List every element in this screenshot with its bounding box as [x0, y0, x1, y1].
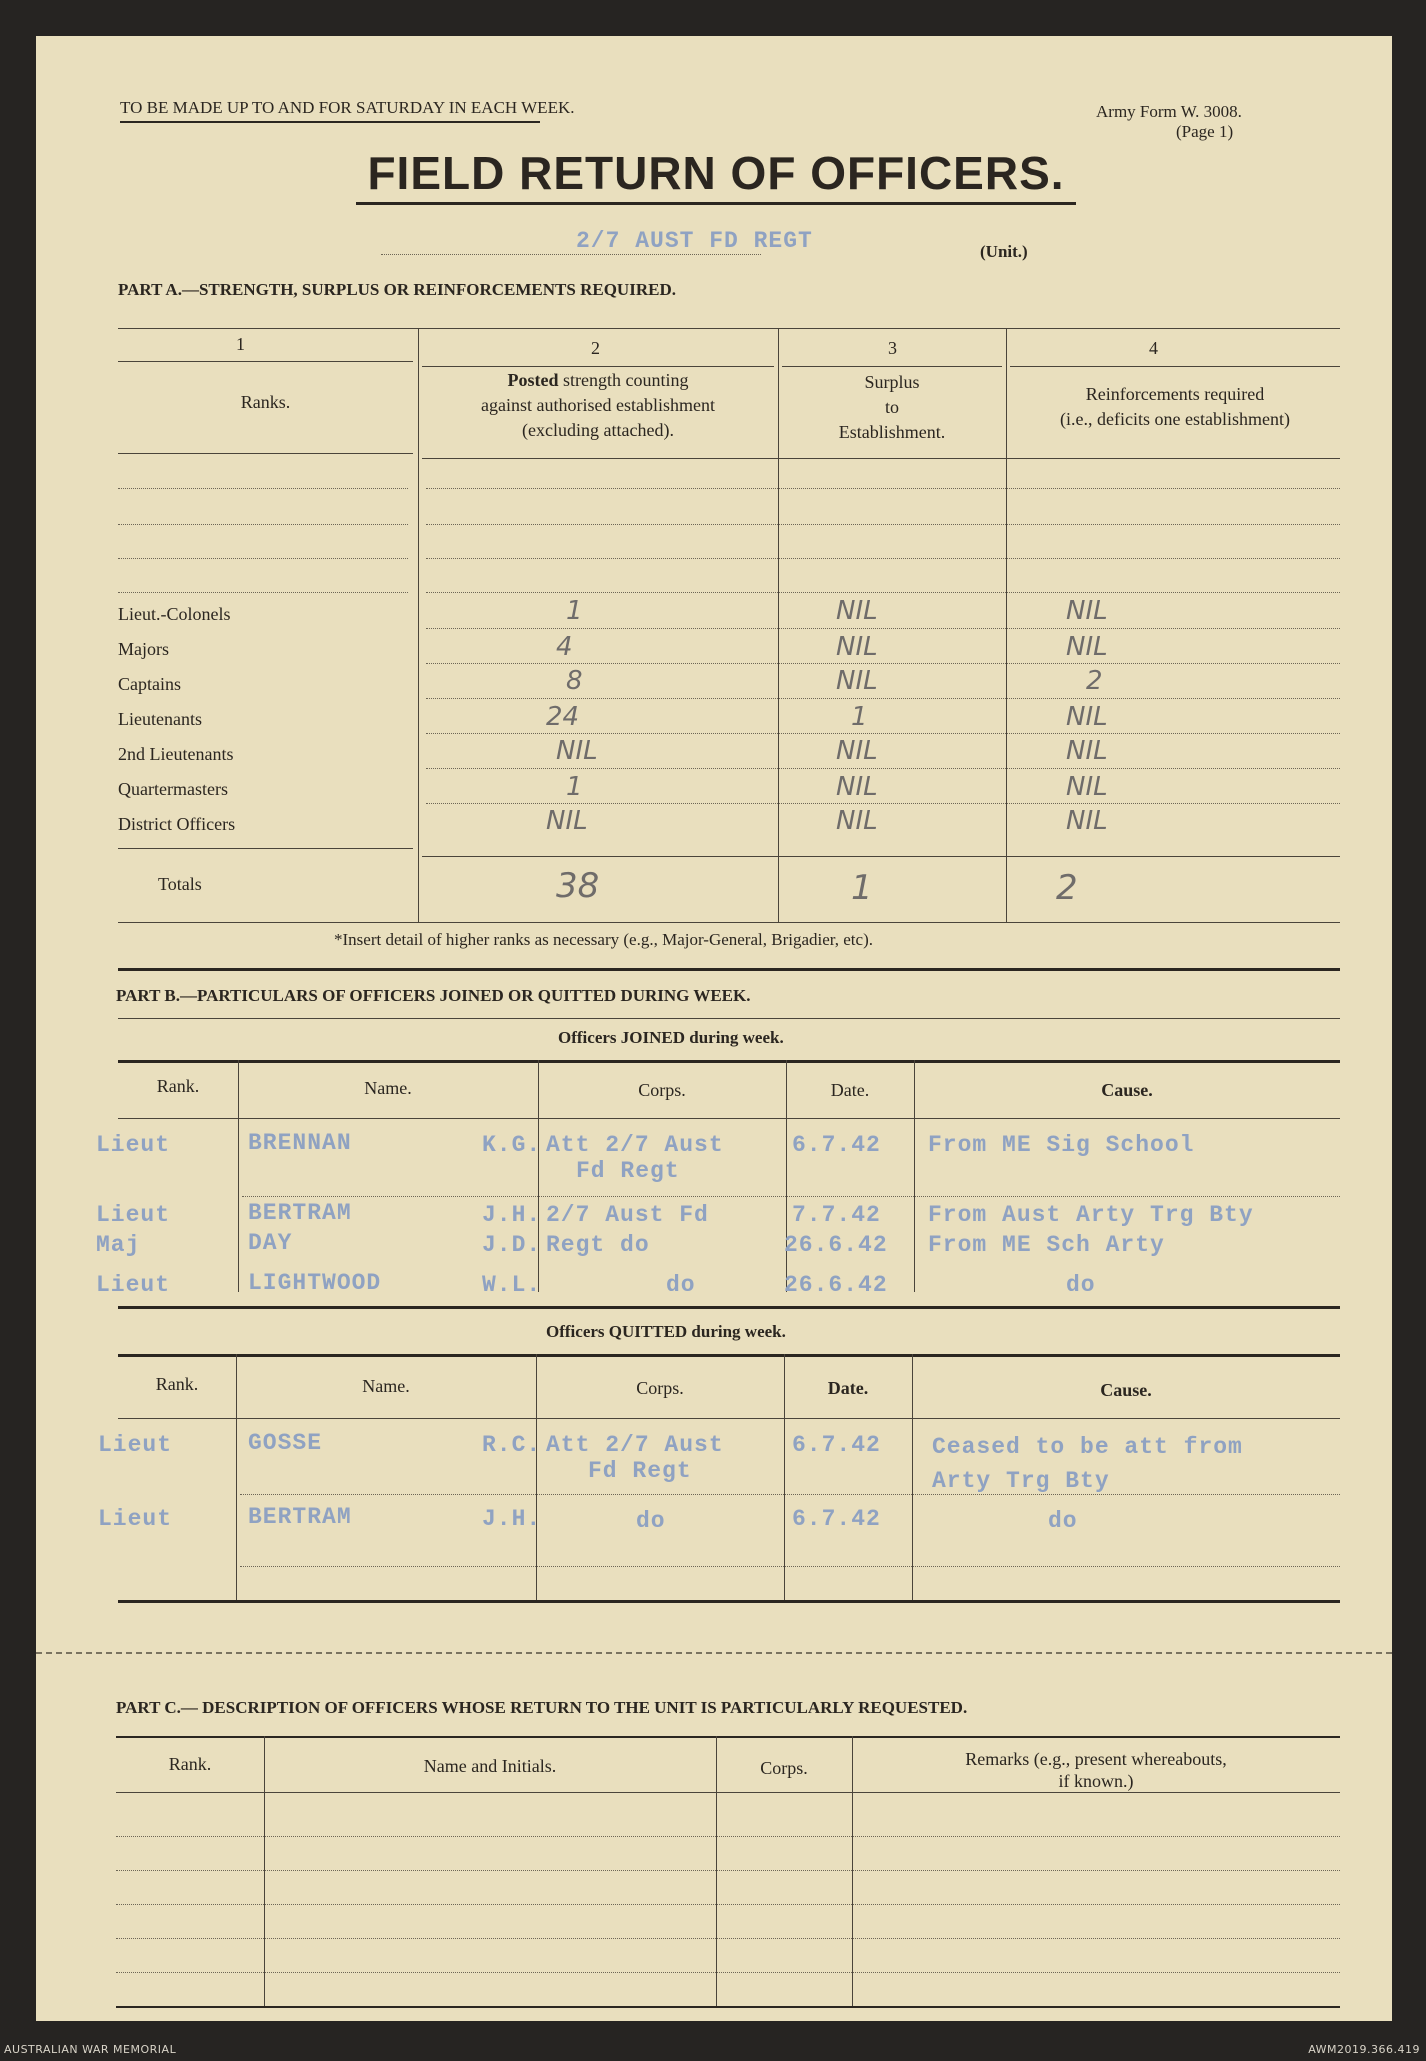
posted-value: NIL	[556, 736, 598, 766]
part-c-remarks-line2: if known.)	[1058, 1771, 1134, 1791]
quitted-corps: Att 2/7 Aust	[546, 1432, 724, 1458]
joined-initials: J.D.	[482, 1232, 542, 1258]
quitted-col-cause: Cause.	[1100, 1380, 1152, 1400]
row-rule	[426, 768, 1340, 769]
quitted-rank: Lieut	[98, 1506, 173, 1532]
blank-row	[118, 524, 408, 525]
joined-name: BERTRAM	[248, 1200, 352, 1226]
credit-left: AUSTRALIAN WAR MEMORIAL	[4, 2043, 177, 2056]
blank-row	[116, 1972, 1340, 1973]
row-rule	[426, 733, 1340, 734]
col-reinf-line2: (i.e., deficits one establishment)	[1060, 409, 1290, 429]
col-reinf-header	[1010, 382, 1340, 432]
posted-value: 8	[566, 666, 583, 696]
rank-label: Quartermasters	[118, 779, 228, 799]
joined-initials: K.G.	[482, 1132, 542, 1158]
blank-row	[118, 488, 408, 489]
quitted-rank: Lieut	[98, 1432, 173, 1458]
quitted-date: 6.7.42	[792, 1506, 881, 1532]
unit-dotted-line	[381, 254, 761, 255]
part-a-divider-1	[418, 328, 419, 922]
quitted-col-name: Name.	[362, 1376, 410, 1396]
rule	[118, 848, 413, 849]
joined-cause: From Aust Arty Trg Bty	[928, 1202, 1254, 1228]
reinf-value: NIL	[1066, 736, 1108, 766]
col-reinf-line1: Reinforcements required	[1085, 384, 1265, 404]
quitted-name: GOSSE	[248, 1430, 323, 1456]
col-number-2: 2	[591, 338, 600, 358]
blank-row	[116, 1870, 1340, 1871]
part-c-col-rank: Rank.	[168, 1754, 212, 1774]
row-rule	[240, 1494, 1340, 1495]
joined-date: 6.7.42	[792, 1132, 881, 1158]
form-page	[36, 36, 1392, 2021]
quitted-cause-line2: Arty Trg Bty	[932, 1468, 1110, 1494]
posted-value: 24	[546, 702, 580, 732]
rank-label: 2nd Lieutenants	[118, 744, 234, 764]
unit-label: (Unit.)	[980, 242, 1028, 261]
surplus-value: NIL	[836, 632, 878, 662]
joined-name: LIGHTWOOD	[248, 1270, 382, 1296]
quitted-cause: Ceased to be att from	[932, 1434, 1243, 1460]
quitted-col-rank: Rank.	[155, 1374, 199, 1394]
joined-date: 7.7.42	[792, 1202, 881, 1228]
row-rule	[426, 628, 1340, 629]
rule	[422, 856, 1340, 857]
joined-col-name: Name.	[364, 1078, 412, 1098]
quitted-initials: J.H.	[482, 1506, 542, 1532]
col-posted-bold: Posted	[507, 370, 559, 390]
joined-rank: Lieut	[96, 1272, 171, 1298]
blank-row	[426, 488, 1340, 489]
joined-corps: Regt do	[546, 1232, 650, 1258]
joined-date: 26.6.42	[784, 1232, 888, 1258]
joined-corps: Att 2/7 Aust	[546, 1132, 724, 1158]
surplus-value: 1	[851, 702, 868, 732]
rule	[116, 1736, 1340, 1738]
blank-row	[118, 592, 408, 593]
col-surplus-line2: to	[884, 397, 899, 417]
rule	[116, 1792, 1340, 1793]
joined-date: 26.6.42	[784, 1272, 888, 1298]
rank-label: Majors	[118, 639, 169, 659]
quitted-initials: R.C.	[482, 1432, 542, 1458]
surplus-value: NIL	[836, 596, 878, 626]
rule	[422, 458, 1340, 459]
quitted-heading: Officers QUITTED during week.	[546, 1322, 786, 1341]
part-b-heading: PART B.—PARTICULARS OF OFFICERS JOINED OR QUITTED DURING WEEK.	[116, 986, 751, 1005]
rank-label: Lieut.-Colonels	[118, 604, 231, 624]
form-number: Army Form W. 3008.	[1096, 102, 1242, 121]
quitted-corps-line2: Fd Regt	[588, 1458, 692, 1484]
blank-row	[426, 524, 1340, 525]
instruction-text: TO BE MADE UP TO AND FOR SATURDAY IN EACH WEEK.	[120, 98, 575, 117]
row-rule	[426, 803, 1340, 804]
col-posted-header	[422, 368, 774, 443]
part-a-divider-2	[778, 328, 779, 922]
joined-cause: From ME Sig School	[928, 1132, 1195, 1158]
joined-corps: 2/7 Aust Fd	[546, 1202, 709, 1228]
joined-cause: do	[1066, 1272, 1096, 1298]
blank-row	[426, 558, 1340, 559]
posted-value: 1	[566, 772, 583, 802]
rank-label: Captains	[118, 674, 181, 694]
part-a-bottom-rule	[118, 968, 1340, 971]
total-reinf: 2	[1056, 868, 1078, 908]
rule	[118, 1060, 1340, 1063]
joined-col-date: Date.	[830, 1080, 870, 1100]
quitted-date: 6.7.42	[792, 1432, 881, 1458]
part-c-col-corps: Corps.	[760, 1758, 808, 1778]
rank-label: Lieutenants	[118, 709, 202, 729]
quitted-cause: do	[1048, 1508, 1078, 1534]
blank-row	[116, 1938, 1340, 1939]
rule	[118, 922, 1340, 923]
joined-corps: do	[666, 1272, 696, 1298]
surplus-value: NIL	[836, 806, 878, 836]
part-c-col-name: Name and Initials.	[423, 1756, 557, 1776]
reinf-value: NIL	[1066, 632, 1108, 662]
joined-rank: Lieut	[96, 1132, 171, 1158]
rule	[118, 1418, 1340, 1419]
page-number: (Page 1)	[1176, 122, 1234, 141]
quitted-col-date: Date.	[827, 1378, 869, 1398]
tear-line	[36, 1652, 1392, 1654]
rule	[422, 366, 774, 367]
joined-col-cause: Cause.	[1101, 1080, 1153, 1100]
unit-value: 2/7 AUST FD REGT	[576, 228, 813, 254]
total-surplus: 1	[851, 868, 873, 908]
reinf-value: NIL	[1066, 702, 1108, 732]
reinf-value: 2	[1086, 666, 1103, 696]
col-ranks-header: Ranks.	[240, 392, 291, 412]
row-rule	[426, 698, 1340, 699]
col-number-1: 1	[236, 334, 245, 354]
col-surplus-line3: Establishment.	[838, 422, 946, 442]
col-posted-rest: strength counting	[563, 370, 689, 390]
row-rule	[426, 663, 1340, 664]
rule	[118, 1018, 1340, 1019]
footnote: *Insert detail of higher ranks as necessary (e.g., Major-General, Brigadier, etc).	[334, 930, 873, 949]
blank-row	[426, 592, 1340, 593]
rule	[118, 1354, 1340, 1357]
quitted-corps: do	[636, 1508, 666, 1534]
quitted-col-corps: Corps.	[636, 1378, 684, 1398]
part-c-remarks-line1: Remarks (e.g., present whereabouts,	[965, 1749, 1227, 1769]
joined-initials: W.L.	[482, 1272, 542, 1298]
quitted-name: BERTRAM	[248, 1504, 352, 1530]
total-posted: 38	[556, 866, 600, 906]
row-rule	[242, 1196, 1340, 1197]
posted-value: 4	[556, 632, 573, 662]
part-a-heading: PART A.—STRENGTH, SURPLUS OR REINFORCEMENTS REQUIRED.	[118, 280, 676, 299]
rule	[118, 453, 413, 454]
joined-rank: Maj	[96, 1232, 141, 1258]
col-number-3: 3	[888, 338, 897, 358]
blank-row	[118, 558, 408, 559]
surplus-value: NIL	[836, 666, 878, 696]
rank-label: District Officers	[118, 814, 236, 834]
surplus-value: NIL	[836, 736, 878, 766]
rule	[1010, 366, 1340, 367]
credit-right: AWM2019.366.419	[1308, 2043, 1420, 2056]
joined-col-rank: Rank.	[156, 1076, 200, 1096]
part-a-divider-3	[1006, 328, 1007, 922]
joined-name: BRENNAN	[248, 1130, 352, 1156]
rule	[118, 361, 413, 362]
joined-initials: J.H.	[482, 1202, 542, 1228]
col-surplus-header	[782, 370, 1002, 445]
page-title: FIELD RETURN OF OFFICERS.	[356, 146, 1076, 205]
reinf-value: NIL	[1066, 806, 1108, 836]
instruction-underline	[120, 121, 540, 123]
part-c-heading: PART C.— DESCRIPTION OF OFFICERS WHOSE RETURN TO THE UNIT IS PARTICULARLY REQUESTED.	[116, 1698, 968, 1717]
rule	[782, 366, 1002, 367]
col-number-4: 4	[1149, 338, 1158, 358]
col-surplus-line1: Surplus	[864, 372, 920, 392]
blank-row	[116, 1904, 1340, 1905]
part-c-col-remarks	[852, 1748, 1340, 1792]
joined-name: DAY	[248, 1230, 293, 1256]
rule	[118, 1118, 1340, 1119]
joined-heading: Officers JOINED during week.	[558, 1028, 784, 1047]
row-rule	[240, 1566, 1340, 1567]
rule	[118, 1600, 1340, 1603]
surplus-value: NIL	[836, 772, 878, 802]
joined-corps-line2: Fd Regt	[576, 1158, 680, 1184]
joined-rank: Lieut	[96, 1202, 171, 1228]
col-posted-line3: (excluding attached).	[522, 420, 674, 440]
posted-value: NIL	[546, 806, 588, 836]
posted-value: 1	[566, 596, 583, 626]
blank-row	[116, 1836, 1340, 1837]
joined-cause: From ME Sch Arty	[928, 1232, 1165, 1258]
part-a-top-rule	[118, 328, 1340, 329]
rule	[118, 1306, 1340, 1309]
rule	[116, 2006, 1340, 2008]
joined-col-corps: Corps.	[638, 1080, 686, 1100]
reinf-value: NIL	[1066, 772, 1108, 802]
reinf-value: NIL	[1066, 596, 1108, 626]
totals-label: Totals	[158, 874, 202, 894]
col-posted-line2: against authorised establishment	[481, 395, 715, 415]
